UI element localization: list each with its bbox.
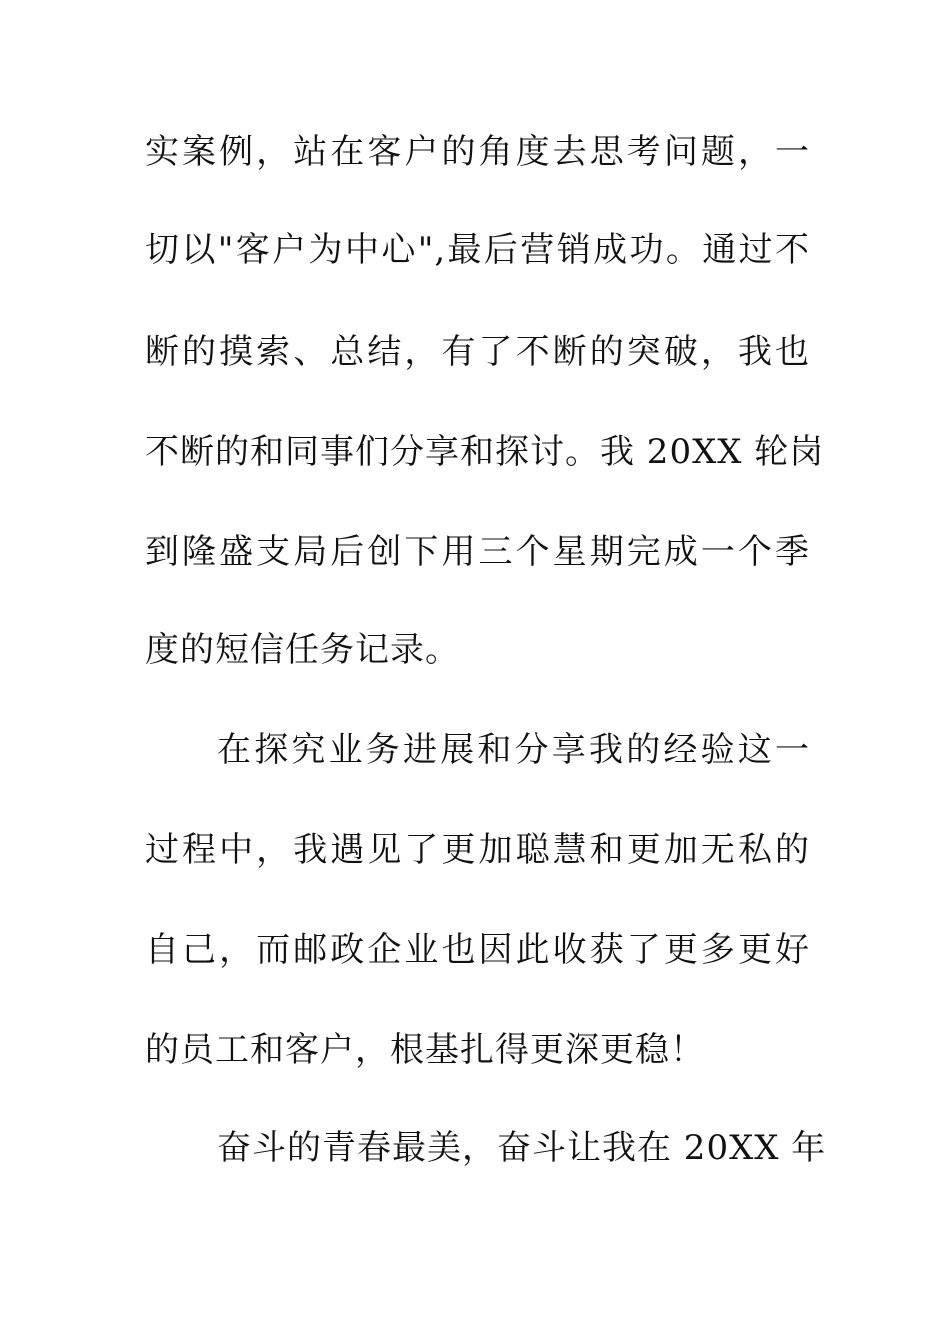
- text-line-9: 自己，而邮政企业也因此收获了更多更好: [145, 930, 810, 970]
- text-line-3: 断的摸索、总结，有了不断的突破，我也: [145, 332, 810, 372]
- text-line-5: 到隆盛支局后创下用三个星期完成一个季: [145, 532, 810, 572]
- paragraph-start-line-7: 在探究业务进展和分享我的经验这一: [217, 730, 810, 770]
- text-line-4: 不断的和同事们分享和探讨。我 20XX 轮岗: [145, 432, 825, 472]
- text-line-1: 实案例，站在客户的角度去思考问题，一: [145, 132, 810, 172]
- paragraph-start-line-11: 奋斗的青春最美，奋斗让我在 20XX 年: [217, 1128, 827, 1168]
- text-line-8: 过程中，我遇见了更加聪慧和更加无私的: [145, 830, 810, 870]
- text-line-10: 的员工和客户，根基扎得更深更稳！: [145, 1030, 705, 1070]
- text-line-2: 切以"客户为中心",最后营销成功。通过不: [145, 230, 810, 270]
- text-line-6: 度的短信任务记录。: [145, 630, 460, 670]
